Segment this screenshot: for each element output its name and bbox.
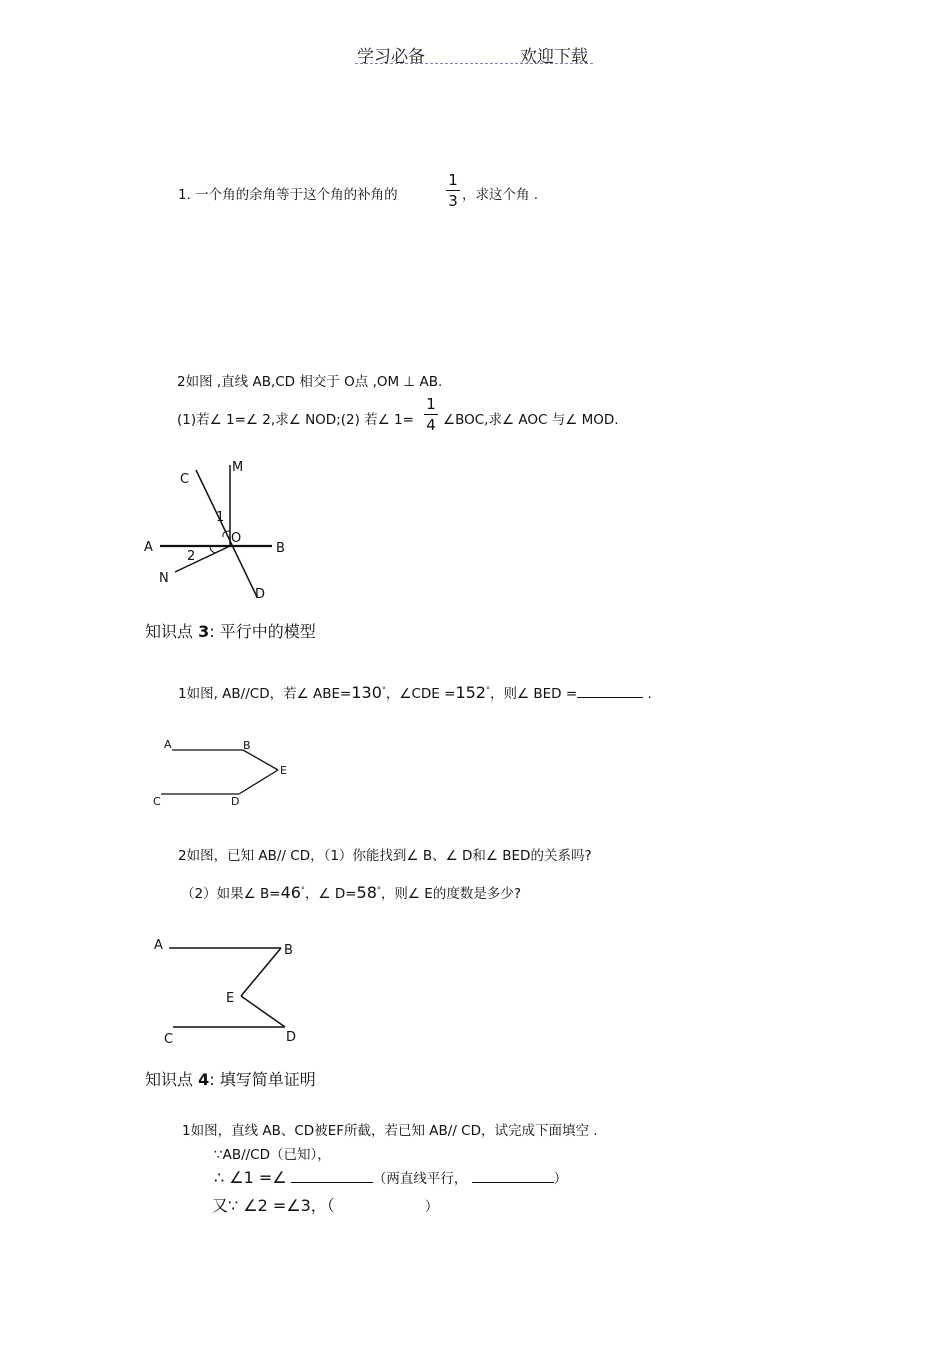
s3q1-angle-cde: 152 — [455, 683, 486, 702]
s3q2-line2: （2）如果∠ B=46°，∠ D=58°，则∠ E的度数是多少? — [181, 883, 521, 902]
s4q1-line1: 1如图，直线 AB、CD被EF所截，若已知 AB// CD，试完成下面填空 . — [182, 1123, 598, 1139]
q2-line2-b: ∠BOC,求∠ AOC 与∠ MOD. — [443, 412, 619, 428]
fig1-label-b: B — [276, 541, 285, 556]
s3q1-part-b: ，∠CDE = — [385, 686, 456, 702]
s4q1-line3-c: ） — [553, 1171, 568, 1187]
fig1-label-o: O — [231, 531, 242, 546]
s4q1-line4-b: ） — [424, 1199, 439, 1215]
s4q1-line4 — [212, 1193, 438, 1216]
section4-heading — [145, 1067, 316, 1090]
section3-title: : 平行中的模型 — [209, 622, 316, 641]
s3q1-line: 1如图, AB//CD，若∠ ABE=130°，∠CDE =152°，则∠ BED = . — [178, 683, 652, 702]
s4q1-line3-a: ∴ ∠1 =∠ — [214, 1168, 287, 1187]
section3-num: 3 — [198, 622, 210, 641]
s3q1-part-c: ，则∠ BED = — [489, 686, 578, 702]
fig2-label-d: D — [231, 795, 240, 808]
q2-frac-num: 1 — [426, 395, 436, 413]
section4-title: : 填写简单证明 — [209, 1070, 316, 1089]
fig2-label-b: B — [243, 739, 251, 752]
s3q1-answer-blank[interactable] — [577, 697, 643, 698]
fig2-label-c: C — [153, 795, 161, 808]
q2-line1: 2如图 ,直线 AB,CD 相交于 O点 ,OM ⊥ AB. — [177, 374, 443, 390]
s4q1-line3 — [214, 1167, 567, 1187]
s3q2-part-a: （2）如果∠ B= — [181, 886, 281, 902]
s3q2-line1: 2如图，已知 AB// CD，（1）你能找到∠ B、∠ D和∠ BED的关系吗? — [178, 848, 592, 864]
header-divider — [355, 63, 593, 64]
q1-text: 1. 一个角的余角等于这个角的补角的 — [178, 187, 398, 203]
section4-prefix: 知识点 — [145, 1070, 194, 1089]
s3q1-part-a: 1如图, AB//CD，若∠ ABE= — [178, 686, 352, 702]
q2-frac-den: 4 — [426, 416, 436, 434]
s3q2-angle-d: 58 — [356, 883, 377, 902]
header-right: 欢迎下载 — [520, 47, 588, 67]
fig3-label-e: E — [226, 991, 235, 1006]
fig2-label-e: E — [280, 764, 287, 777]
s4q1-line3-b: （两直线平行， — [372, 1171, 468, 1187]
fig2-label-a: A — [164, 738, 172, 751]
fig1-label-d: D — [255, 587, 266, 602]
fig3-label-c: C — [164, 1032, 174, 1047]
s3q1-period: . — [647, 686, 652, 702]
fig1-label-c: C — [180, 472, 190, 487]
figure-intersecting-lines — [130, 455, 310, 605]
s4q1-line2: ∵AB//CD（已知）， — [214, 1147, 331, 1163]
q1-frac-den: 3 — [448, 192, 458, 210]
q1-suffix: ，求这个角 . — [462, 187, 539, 203]
section3-heading — [145, 619, 316, 642]
figure-parallel-model-1 — [150, 733, 300, 811]
q2-fraction — [424, 395, 438, 434]
fig1-label-m: M — [232, 460, 244, 475]
s3q2-angle-b: 46 — [280, 883, 301, 902]
fig1-label-1: 1 — [216, 510, 225, 525]
section3-prefix: 知识点 — [145, 622, 194, 641]
fig3-label-d: D — [286, 1030, 297, 1045]
fig1-label-2: 2 — [187, 549, 196, 564]
s3q2-part-b: ，∠ D= — [304, 886, 357, 902]
fig1-label-a: A — [144, 540, 153, 555]
figure-parallel-model-2 — [145, 930, 315, 1050]
section4-num: 4 — [198, 1070, 210, 1089]
s3q2-part-c: ，则∠ E的度数是多少? — [380, 886, 521, 902]
q1-frac-num: 1 — [448, 171, 458, 189]
s3q1-angle-abe: 130 — [351, 683, 382, 702]
q2-line2-a: (1)若∠ 1=∠ 2,求∠ NOD;(2) 若∠ 1= — [177, 412, 414, 428]
q1-fraction — [446, 171, 460, 210]
s4q1-blank-reason[interactable] — [472, 1182, 554, 1183]
s4q1-line4-a: 又∵ ∠2 =∠3，（ — [212, 1196, 335, 1215]
fig3-label-b: B — [284, 943, 293, 958]
header-left: 学习必备 — [357, 47, 425, 67]
fig1-label-n: N — [159, 571, 169, 586]
s4q1-blank-angle[interactable] — [291, 1182, 373, 1183]
fig3-label-a: A — [154, 938, 163, 953]
